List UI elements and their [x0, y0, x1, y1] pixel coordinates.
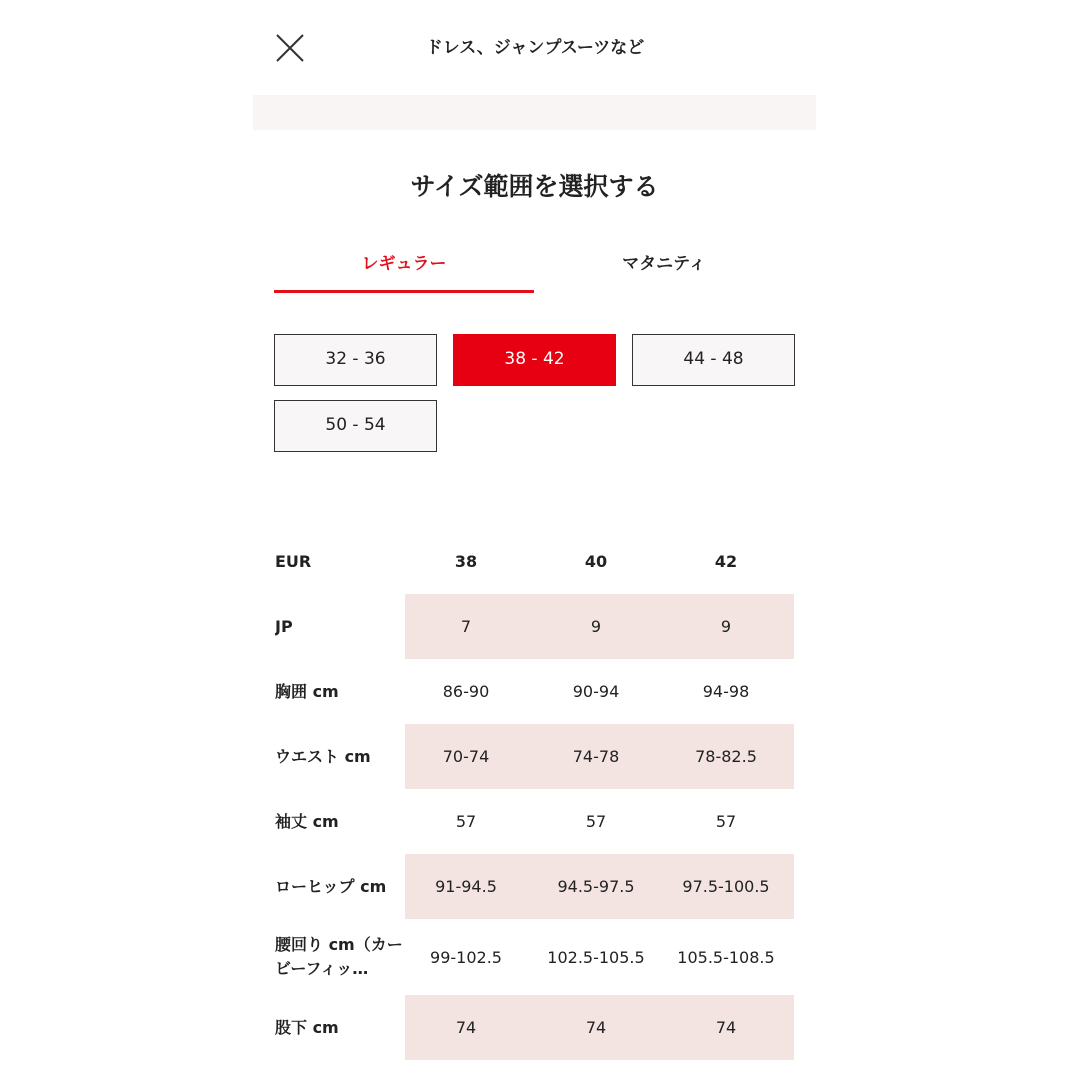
- row-label: ウエスト cm: [275, 746, 371, 766]
- table-cell: 57: [455, 812, 477, 831]
- size-range-50-54-button[interactable]: 50 - 54: [274, 400, 437, 452]
- table-cell: 9: [590, 617, 602, 636]
- close-icon: [270, 28, 310, 68]
- size-range-38-42-button[interactable]: 38 - 42: [453, 334, 616, 386]
- table-cell: 97.5-100.5: [682, 877, 770, 896]
- table-row: [274, 659, 794, 724]
- table-cell: 90-94: [572, 682, 620, 701]
- row-label: 股下 cm: [275, 1017, 339, 1037]
- header-cell: 38: [454, 552, 478, 571]
- size-range-44-48-button[interactable]: 44 - 48: [632, 334, 795, 386]
- table-cell: 57: [585, 812, 607, 831]
- table-cell: 91-94.5: [435, 877, 497, 896]
- tab-maternity[interactable]: マタニティ: [622, 254, 706, 274]
- table-row: [274, 854, 794, 919]
- close-button[interactable]: [270, 28, 310, 68]
- header-cell: 42: [714, 552, 738, 571]
- row-label: 袖丈 cm: [275, 811, 339, 831]
- table-row: [274, 995, 794, 1060]
- table-row: [274, 789, 794, 854]
- page-title: サイズ範囲を選択する: [410, 172, 659, 201]
- table-cell: 9: [720, 617, 732, 636]
- table-cell: 94.5-97.5: [557, 877, 635, 896]
- row-label: ローヒップ cm: [275, 876, 387, 896]
- row-label: JP: [275, 616, 293, 636]
- table-cell: 105.5-108.5: [677, 947, 775, 967]
- table-cell: 74: [715, 1018, 737, 1037]
- table-row: [274, 919, 794, 995]
- table-cell: 86-90: [442, 682, 490, 701]
- table-cell: 74: [455, 1018, 477, 1037]
- table-cell: 102.5-105.5: [547, 947, 645, 967]
- table-cell: 57: [715, 812, 737, 831]
- table-row: [274, 724, 794, 789]
- header-title: ドレス、ジャンプスーツなど: [425, 38, 645, 58]
- table-cell: 74: [585, 1018, 607, 1037]
- table-cell: 70-74: [442, 747, 490, 766]
- size-range-32-36-button[interactable]: 32 - 36: [274, 334, 437, 386]
- table-cell: 7: [460, 617, 472, 636]
- tab-regular[interactable]: レギュラー: [274, 245, 534, 293]
- table-cell: 78-82.5: [695, 747, 757, 766]
- table-header-row: [274, 529, 794, 594]
- table-cell: 99-102.5: [430, 947, 502, 967]
- size-table: [274, 529, 794, 1060]
- row-label: EUR: [275, 551, 312, 571]
- table-row: [274, 594, 794, 659]
- header-cell: 40: [584, 552, 608, 571]
- banner: [253, 95, 816, 130]
- row-label: 胸囲 cm: [275, 681, 339, 701]
- table-cell: 74-78: [572, 747, 620, 766]
- row-label: 腰回り cm（カービーフィッ…: [275, 935, 403, 978]
- table-cell: 94-98: [702, 682, 750, 701]
